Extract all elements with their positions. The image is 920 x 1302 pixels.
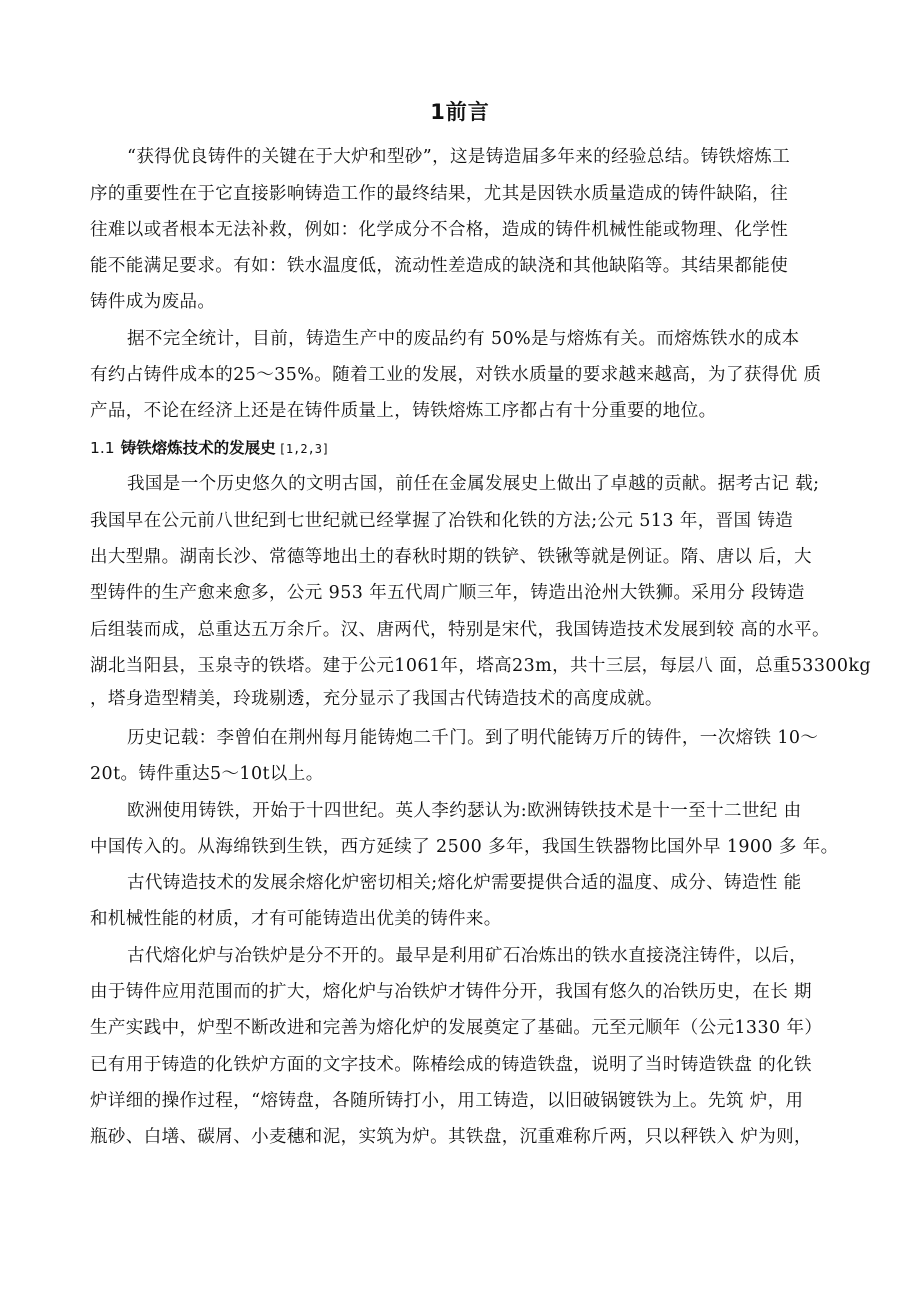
text-line: 生产实践中，炉型不断改进和完善为熔化炉的发展奠定了基础。元至元顺年（公元1330 年） bbox=[90, 1018, 823, 1038]
text-line: 往难以或者根本无法补救，例如：化学成分不合格，造成的铸件机械性能或物理、化学性 bbox=[90, 220, 789, 240]
text-line: 古代铸造技术的发展余熔化炉密切相关;熔化炉需要提供合适的温度、成分、铸造性 能 bbox=[127, 873, 802, 893]
text-line: 有约占铸件成本的25～35%。随着工业的发展，对铁水质量的要求越来越高，为了获得优 质 bbox=[90, 365, 822, 385]
text-line: 后组装而成，总重达五万余斤。汉、唐两代，特别是宋代，我国铸造技术发展到较 高的水平。 bbox=[90, 620, 830, 640]
text-line: 据不完全统计，目前，铸造生产中的废品约有 50%是与熔炼有关。而熔炼铁水的成本 bbox=[127, 329, 800, 349]
text-line: 欧洲使用铸铁，开始于十四世纪。英人李约瑟认为:欧洲铸铁技术是十一至十二世纪 由 bbox=[127, 801, 802, 821]
text-line: ，塔身造型精美，玲珑剔透，充分显示了我国古代铸造技术的高度成就。 bbox=[90, 689, 663, 709]
text-line: 由于铸件应用范围而的扩大，熔化炉与冶铁炉才铸件分开，我国有悠久的冶铁历史，在长 期 bbox=[90, 982, 812, 1002]
text-line: 中国传入的。从海绵铁到生铁，西方延续了 2500 多年，我国生铁器物比国外早 1900 多 年。 bbox=[90, 837, 839, 857]
section-title: 铸铁熔炼技术的发展史 bbox=[120, 439, 276, 457]
text-line: 和机械性能的材质，才有可能铸造出优美的铸件来。 bbox=[90, 909, 502, 929]
text-line: 铸件成为废品。 bbox=[90, 292, 216, 312]
text-line: 型铸件的生产愈来愈多，公元 953 年五代周广顺三年，铸造出沧州大铁狮。采用分 段铸造 bbox=[90, 583, 805, 603]
text-line: “获得优良铸件的关键在于大炉和型砂”，这是铸造届多年来的经验总结。铸铁熔炼工 bbox=[127, 147, 791, 167]
text-line: 我国早在公元前八世纪到七世纪就已经掌握了冶铁和化铁的方法;公元 513 年，晋国 铸造 bbox=[90, 511, 794, 531]
text-line: 序的重要性在于它直接影响铸造工作的最终结果，尤其是因铁水质量造成的铸件缺陷，往 bbox=[90, 184, 789, 204]
text-line: 能不能满足要求。有如：铁水温度低，流动性差造成的缺浇和其他缺陷等。其结果都能使 bbox=[90, 256, 789, 276]
section-refs: [1,2,3] bbox=[278, 442, 330, 456]
text-line: 产品，不论在经济上还是在铸件质量上，铸铁熔炼工序都占有十分重要的地位。 bbox=[90, 401, 717, 421]
text-line: 20t。铸件重达5～10t以上。 bbox=[90, 764, 324, 784]
section-heading bbox=[90, 436, 870, 461]
page-title: 1前言 bbox=[430, 100, 490, 124]
text-line: 古代熔化炉与冶铁炉是分不开的。最早是利用矿石冶炼出的铁水直接浇注铸件，以后， bbox=[127, 946, 808, 966]
text-line: 湖北当阳县，玉泉寺的铁塔。建于公元1061年，塔高23m，共十三层，每层八 面，总重53300kg bbox=[90, 656, 872, 676]
text-line: 我国是一个历史悠久的文明古国，前任在金属发展史上做出了卓越的贡献。据考古记 载; bbox=[127, 474, 820, 494]
text-line: 瓶砂、白墡、碳屑、小麦穗和泥，实筑为炉。其铁盘，沉重难称斤两，只以秤铁入 炉为则， bbox=[90, 1127, 812, 1147]
text-line: 已有用于铸造的化铁炉方面的文字技术。陈椿绘成的铸造铁盘，说明了当时铸造铁盘 的化铁 bbox=[90, 1055, 812, 1075]
text-line: 出大型鼎。湖南长沙、常德等地出土的春秋时期的铁铲、铁锹等就是例证。隋、唐以 后，大 bbox=[90, 547, 812, 567]
text-line: 历史记载：李曾伯在荆州每月能铸炮二千门。到了明代能铸万斤的铸件，一次熔铁 10～ bbox=[127, 728, 819, 748]
text-line: 炉详细的操作过程，“熔铸盘，各随所铸打小，用工铸造，以旧破锅镀铁为上。先筑 炉，用 bbox=[90, 1091, 804, 1111]
section-number: 1.1 bbox=[90, 439, 115, 457]
